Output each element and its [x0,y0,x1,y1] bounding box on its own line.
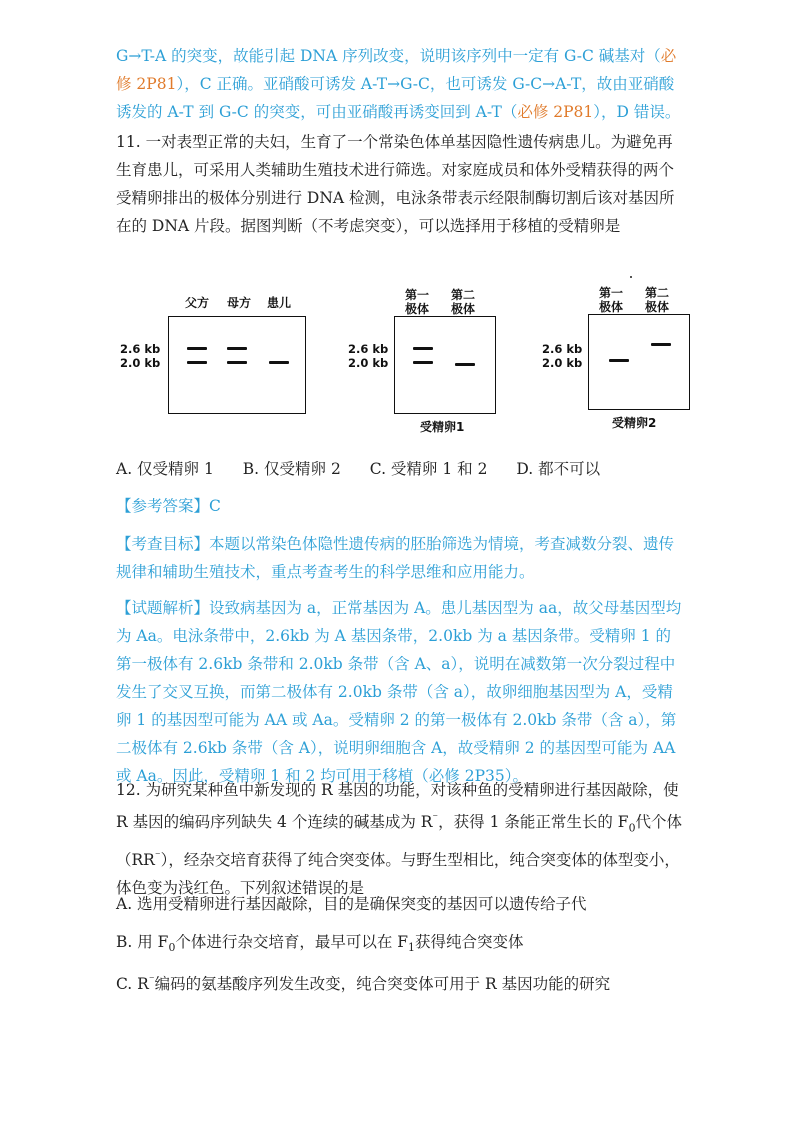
textbook-ref-2: 必修 2P81 [517,103,594,121]
band-mother-low [227,361,247,364]
caption-egg1: 受精卵1 [420,420,465,434]
band-egg1-pb1-low [413,361,433,364]
speck-mark [630,276,632,278]
gel-egg1 [394,316,496,414]
q11-answer: 【参考答案】C [116,497,221,515]
lane-label-mother: 母方 [226,296,251,310]
band-father-high [187,347,207,350]
q11-option-b: B. 仅受精卵 2 [242,460,341,478]
band-father-low [187,361,207,364]
q12-option-a: A. 选用受精卵进行基因敲除，目的是确保突变的基因可以遗传给子代 [116,895,587,913]
kb-label-high-3: 2.6 kb [542,342,583,356]
top-text-1: G→T-A 的突变，故能引起 DNA 序列改变，说明该序列中一定有 G-C 碱基对（ [116,47,661,65]
q11-stem: 11. 一对表型正常的夫妇，生育了一个常染色体单基因隐性遗传病患儿。为避免再生育患儿，可采用人类辅助生殖技术进行筛选。对家庭成员和体外受精获得的两个受精卵排出的极体分别进行 DNA 检测，电泳条带表示经限制酶切割后该对基因所在的 DNA 片段。据图判断（不考虑突变），可以选择用于移植的受精卵是 [116,133,675,235]
gel-family [168,316,306,414]
kb-label-low-3: 2.0 kb [542,356,583,370]
textbook-ref-1: 必修 2P81 [116,47,677,93]
q12-stem: 12. 为研究某种鱼中新发现的 R 基因的功能，对该种鱼的受精卵进行基因敲除，使 R 基因的编码序列缺失 4 个连续的碱基成为 R⁻，获得 1 条能正常生长的 $F_0$代个体（RR⁻），经杂交培育获得了纯合突变体。与野生型相比，纯合突变体的体型变小，体色变为浅红色。下列叙述错误的是 [116,781,682,898]
q12-option-c: C. R⁻编码的氨基酸序列发生改变，纯合突变体可用于 R 基因功能的研究 [116,973,611,994]
kb-label-low-2: 2.0 kb [348,356,389,370]
lane-label-father: 父方 [184,296,209,310]
q11-option-a: A. 仅受精卵 1 [116,460,214,478]
lane-label-pb2-egg1: 第二极体 [450,288,475,316]
kb-label-high-1: 2.6 kb [120,342,161,356]
q11-goal: 【考查目标】本题以常染色体隐性遗传病的胚胎筛选为情境，考查减数分裂、遗传规律和辅助生殖技术，重点考查考生的科学思维和应用能力。 [116,535,675,581]
q11-analysis: 【试题解析】设致病基因为 a，正常基因为 A。患儿基因型为 aa，故父母基因型均为 Aa。电泳条带中，2.6kb 为 A 基因条带，2.0kb 为 a 基因条带。受精卵 1 的第一极体有 2.6kb 条带和 2.0kb 条带（含 A、a），说明在减数第一次分裂过程中发生了交叉互换，而第二极体有 2.0kb 条带（含 a），故卵细胞基因型为 A，受精卵 1 的基因型可能为 AA 或 Aa。受精卵 2 的第一极体有 2.0kb 条带（含 a），第二极体有 2.6kb 条带（含 A），说明卵细胞含 A，故受精卵 2 的基因型可能为 AA 或 Aa。因此，受精卵 1 和 2 均可用于移植（必修 2P35）。 [116,599,682,785]
top-text-3: ），D 错误。 [593,103,681,121]
lane-label-pb2-egg2: 第二极体 [644,286,669,314]
kb-label-low-1: 2.0 kb [120,356,161,370]
band-egg1-pb2-low [455,363,475,366]
band-egg2-pb1-low [609,359,629,362]
q11-option-c: C. 受精卵 1 和 2 [369,460,488,478]
q11-options [116,455,684,483]
kb-label-high-2: 2.6 kb [348,342,389,356]
top-text-2: ），C 正确。亚硝酸可诱发 A-T→G-C，也可诱发 G-C→A-T，故由亚硝酸诱发的 A-T 到 G-C 的突变，可由亚硝酸再诱变回到 A-T（ [116,75,675,121]
band-egg1-pb1-high [413,347,433,350]
top-paragraph [116,42,684,126]
electrophoresis-figure [120,282,710,434]
lane-label-pb1-egg2: 第一极体 [598,286,623,314]
band-egg2-pb2-high [651,343,671,346]
q12-option-b: B. 用 $F_0$个体进行杂交培育，最早可以在 $F_1$获得纯合突变体 [116,933,524,955]
caption-egg2: 受精卵2 [612,416,657,430]
band-child-low [269,361,289,364]
gel-egg2 [588,314,690,410]
lane-label-child: 患儿 [266,296,291,310]
band-mother-high [227,347,247,350]
q11-option-d: D. 都不可以 [516,460,601,478]
lane-label-pb1-egg1: 第一极体 [404,288,429,316]
